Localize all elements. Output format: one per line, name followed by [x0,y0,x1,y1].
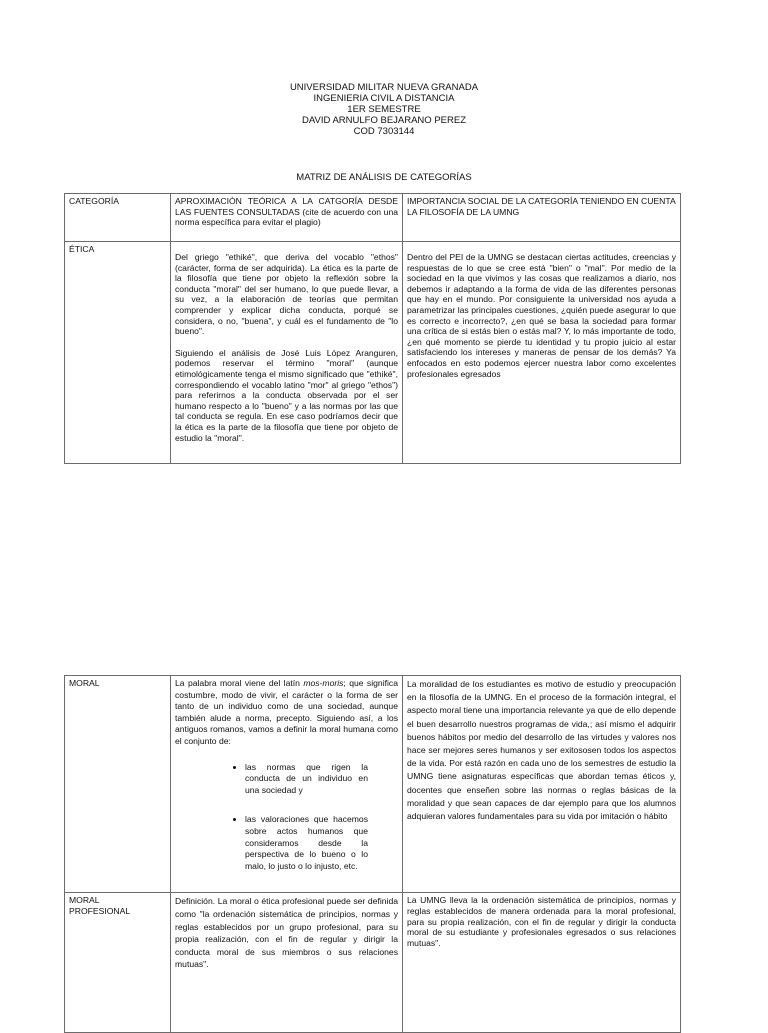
document-header [0,82,768,137]
importance-text-moral-profesional: La UMNG lleva la la ordenación sistemática de principios, normas y reglas establecidos de manera ordenada para la moral profesional, para su propia realización, con el fin de regular y dirigir la conducta moral de su estudiante y profesionales egresados o sus relaciones mutuas". [407,895,676,948]
header-cell-importance: IMPORTANCIA SOCIAL DE LA CATEGORÍA TENIENDO EN CUENTA LA FILOSOFÍA DE LA UMNG [403,194,681,242]
table-row-etica [65,242,681,464]
list-item: • las valoraciones que hacemos sobre actos humanos que consideramos desde la perspectiva de lo bueno o lo malo, lo justo o lo injusto, etc. [245,814,398,872]
importance-cell-moral [403,676,681,893]
category-matrix-table-part2 [64,675,681,1033]
table-header-row [65,194,681,242]
header-cell-category: CATEGORÍA [65,194,171,242]
theory-paragraph-1: Del griego "ethiké", que deriva del vocablo "ethos" (carácter, forma de ser adquirida). La ética es la parte de la filosofía que tiene por objeto la reflexión sobre la conducta "moral" del ser humano, lo que puede llevar, a su vez, a la elaboración de teorías que permitan comprender y explicar dicha conducta, porqué se considera, o no, "buena", y cuál es el fundamento de "lo bueno". [175,252,398,337]
theory-cell-etica [171,242,403,464]
category-cell-moral: MORAL [65,676,171,893]
category-cell-etica: ÉTICA [65,242,171,464]
importance-text-moral: La moralidad de los estudiantes es motivo de estudio y preocupación en la filosofía de la UMNG. En el proceso de la formación integral, el aspecto moral tiene una importancia relevante ya que de ello depende el buen desarrollo nuestros programas de vida,; así mismo el adquirir buenos hábitos por medio del desarrollo de las virtudes y valores nos hace ser mejores seres humanos y ser exitososen todos los aspectos de la vida. Por está razón en cada uno de los semestres de estudio la UMNG tiene asignaturas específicas que abordan temas éticos y, docentes que enseñen sobre las normas o reglas básicas de la moralidad y que sean capaces de dar ejemplo para que los alumnos adquieran valores fundamentales para su vida por imitación o hábito [407,679,676,822]
theory-text-moral-profesional: Definición. La moral o ética profesional puede ser definida como "la ordenación sistemática de principios, normas y reglas establecidos por un grupo profesional, para su propia realización, con el fin de regular y dirigir la conducta moral de sus miembros o sus relaciones mutuas". [175,896,398,970]
header-program: INGENIERIA CIVIL A DISTANCIA [313,93,455,104]
header-semester: 1ER SEMESTRE [347,104,421,115]
header-student-code: COD 7303144 [353,126,415,137]
category-matrix-table-part1 [64,193,681,464]
moral-definition-list [175,762,398,873]
table-row-moral [65,676,681,893]
importance-text-etica: Dentro del PEI de la UMNG se destacan ciertas actitudes, creencias y respuestas de lo que se cree está "bien" o "mal". Por medio de la sociedad en la que vivimos y las cosas que realizamos a diario, nos debemos ir adaptando a la forma de vida de las diferentes personas que hay en el mundo. Por consiguiente la universidad nos ayuda a parametrizar las principales cuestiones, ¿quién puede asegurar lo que es correcto e incorrecto?, ¿en qué se basa la sociedad para formar una crítica de si estás bien o estás mal? Y, lo más importante de todo, ¿en qué momento se pierde tu identidad y tu propio juicio al estar satisfaciendo los intereses y maneras de pensar de los demás? Ya enfocados en esto podemos ejercer nuestra labor como excelentes profesionales egresados [407,252,676,379]
header-university: UNIVERSIDAD MILITAR NUEVA GRANADA [289,82,479,93]
header-student-name: DAVID ARNULFO BEJARANO PEREZ [302,115,466,126]
theory-paragraph-2: Siguiendo el análisis de José Luis López Aranguren, podemos reservar el término "moral" (aunque etimológicamente tenga el mismo significado que "ethiké", correspondiendo el vocablo latino "mor" al griego "ethos") para referirnos a la conducta observada por el ser humano respecto a lo "bueno" y a las normas por las que tal conducta se regula. En ese caso podríamos decir que la ética es la parte de la filosofía que tiene por objeto de estudio la "moral". [175,347,398,443]
importance-cell-etica [403,242,681,464]
table-row-moral-profesional [65,893,681,1033]
category-cell-moral-profesional: MORAL PROFESIONAL [65,893,171,1033]
header-cell-theory: APROXIMACIÓN TEÓRICA A LA CATGORÍA DESDE LAS FUENTES CONSULTADAS (cite de acuerdo con una norma específica para evitar el plagio) [171,194,403,242]
theory-text-moral: La palabra moral viene del latín mos-moris; que significa costumbre, modo de vivir, el carácter o la forma de ser tanto de un individuo como de una sociedad, aunque también alude a norma, precepto. Siguiendo así, a los antiguos romanos, vamos a definir la moral humana como el conjunto de: [175,678,398,746]
importance-cell-moral-profesional [403,893,681,1033]
theory-cell-moral [171,676,403,893]
theory-cell-moral-profesional [171,893,403,1033]
page-title: MATRIZ DE ANÁLISIS DE CATEGORÍAS [296,172,472,183]
list-item: • las normas que rigen la conducta de un individuo en una sociedad y [245,762,398,797]
latin-term: mos-moris [303,678,344,688]
